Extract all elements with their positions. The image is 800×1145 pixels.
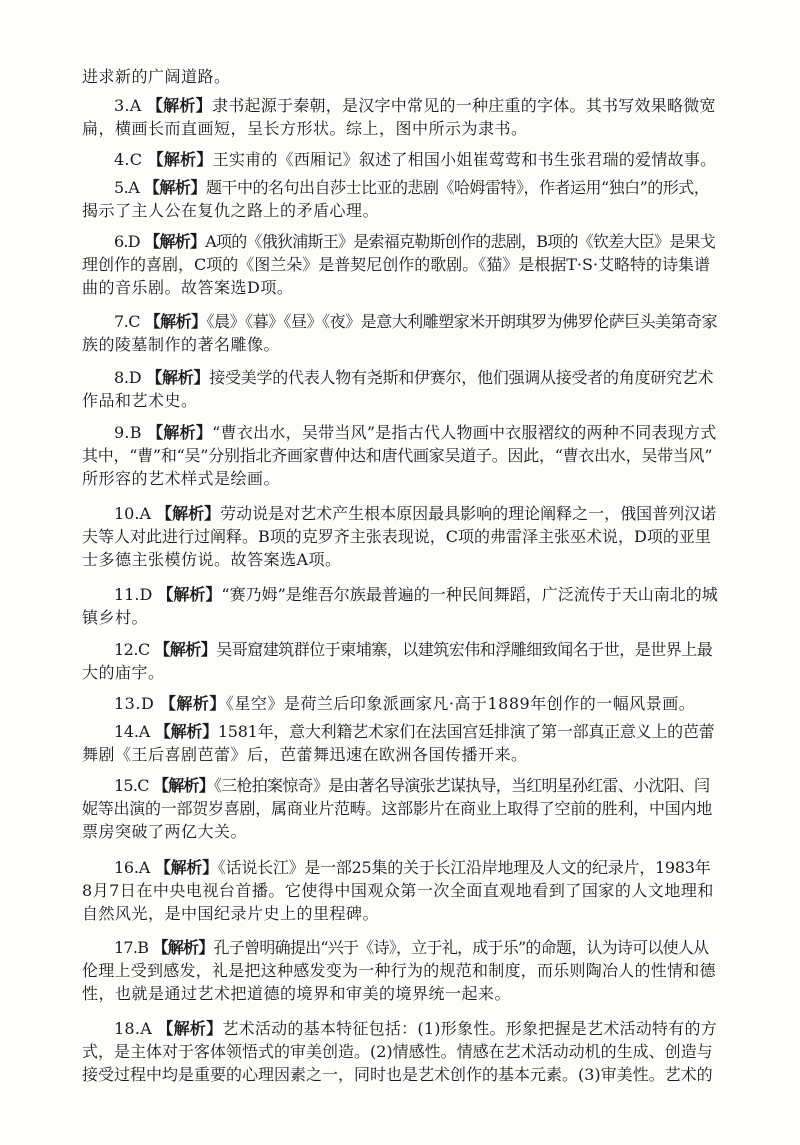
text-line: 孔子曾明确提出“兴于《诗》，立于礼，成于乐”的命题，认为诗可以使人从 bbox=[213, 938, 709, 957]
text-line: 《星空》是荷兰后印象派画家凡·高于1889年创作的一幅风景画。 bbox=[225, 694, 696, 713]
text-line: 妮等出演的一部贺岁喜剧，属商业片范畴。这部影片在商业上取得了空前的胜利，中国内地 bbox=[82, 799, 713, 818]
analysis-tag: 【解析】 bbox=[146, 368, 210, 387]
answer-item-12 bbox=[82, 638, 718, 684]
answer-number: 13.D bbox=[114, 694, 155, 713]
answer-item-15 bbox=[82, 774, 718, 843]
answer-item-7 bbox=[82, 310, 718, 356]
text-line: 8月7日在中央电视台首播。它使得中国观众第一次全面直观地看到了国家的人文地理和 bbox=[82, 881, 714, 900]
answer-item-5 bbox=[82, 176, 718, 222]
text-line: 自然风光，是中国纪录片史上的里程碑。 bbox=[82, 904, 380, 923]
text-line: 式，是主体对于客体领悟式的审美创造。(2)情感性。情感在艺术活动动机的生成、创造与 bbox=[82, 1042, 713, 1061]
answer-number: 5.A bbox=[114, 178, 140, 197]
answer-number: 12.C bbox=[114, 640, 150, 659]
text-line: 隶书起源于秦朝，是汉字中常见的一种庄重的字体。其书写效果略微宽 bbox=[211, 96, 716, 115]
analysis-tag: 【解析】 bbox=[143, 178, 206, 197]
text-line: 性，也就是通过艺术把道德的境界和审美的境界统一起来。 bbox=[82, 984, 512, 1003]
answer-number: 17.B bbox=[114, 938, 149, 957]
answer-item-13 bbox=[82, 692, 718, 715]
text-line: 《晨》《暮》《昼》《夜》是意大利雕塑家米开朗琪罗为佛罗伦萨巨头美第奇家 bbox=[206, 312, 718, 331]
answer-item-4 bbox=[82, 148, 718, 171]
text-line: 其中，“曹”和“吴”分别指北齐画家曹仲达和唐代画家吴道子。因此，“曹衣出水，吴带当风” bbox=[82, 446, 713, 465]
analysis-tag: 【解析】 bbox=[154, 640, 217, 659]
analysis-tag: 【解析】 bbox=[144, 312, 207, 331]
text-line: 《三枪拍案惊奇》是由著名导演张艺谋执导，当红明星孙红雷、小沈阳、闫 bbox=[214, 776, 710, 795]
answer-number: 9.B bbox=[114, 423, 142, 442]
answer-number: 8.D bbox=[114, 368, 142, 387]
analysis-tag: 【解析】 bbox=[154, 722, 218, 741]
text-line: 揭示了主人公在复仇之路上的矛盾心理。 bbox=[82, 201, 380, 220]
answer-item-16 bbox=[82, 856, 718, 925]
analysis-tag: 【解析】 bbox=[159, 694, 226, 713]
text-line: “赛乃姆”是维吾尔族最普遍的一种民间舞蹈，广泛流传于天山南北的城 bbox=[221, 585, 718, 604]
text-line: 夫等人对此进行过阐释。B项的克罗齐主张表现说，C项的弗雷泽主张巫术说，D项的亚里 bbox=[82, 527, 711, 546]
answer-number: 3.A bbox=[114, 96, 142, 115]
text-line: 扁，横画长而直画短，呈长方形状。综上，图中所示为隶书。 bbox=[82, 119, 528, 138]
text-line: 艺术活动的基本特征包括：(1)形象性。形象把握是艺术活动特有的方 bbox=[222, 1019, 718, 1038]
text-line: 所形容的艺术样式是绘画。 bbox=[82, 469, 281, 488]
analysis-tag: 【解析】 bbox=[144, 232, 206, 251]
text-line: 接受美学的代表人物有尧斯和伊赛尔，他们强调从接受者的角度研究艺术 bbox=[209, 368, 714, 387]
answer-item-6 bbox=[82, 230, 718, 299]
answer-number: 4.C bbox=[114, 150, 143, 169]
analysis-tag: 【解析】 bbox=[152, 938, 214, 957]
answer-item-11 bbox=[82, 583, 718, 629]
analysis-tag: 【解析】 bbox=[154, 858, 218, 877]
text-line: 舞剧《王后喜剧芭蕾》后，芭蕾舞迅速在欧洲各国传播开来。 bbox=[82, 745, 528, 764]
text-line: 王实甫的《西厢记》叙述了相国小姐崔莺莺和书生张君瑞的爱情故事。 bbox=[212, 150, 717, 169]
text-line: 士多德主张模仿说。故答案选A项。 bbox=[82, 550, 342, 569]
analysis-tag: 【解析】 bbox=[153, 776, 215, 795]
analysis-tag: 【解析】 bbox=[147, 150, 213, 169]
text-line: “曹衣出水，吴带当风”是指古代人物画中衣服褶纹的两种不同表现方式 bbox=[212, 423, 717, 442]
text-line: 伦理上受到感发，礼是把这种感发变为一种行为的规范和制度，而乐则陶冶人的性情和德 bbox=[82, 961, 716, 980]
answer-item-18 bbox=[82, 1017, 718, 1086]
answer-item-9 bbox=[82, 421, 718, 490]
text-line: 接受过程中均是重要的心理因素之一，同时也是艺术创作的基本元素。(3)审美性。艺术的 bbox=[82, 1065, 713, 1084]
answer-item-10 bbox=[82, 502, 718, 571]
answer-item-8 bbox=[82, 366, 718, 412]
answer-number: 18.A bbox=[114, 1019, 152, 1038]
paragraph-continuation bbox=[82, 65, 718, 88]
analysis-tag: 【解析】 bbox=[156, 504, 221, 523]
answer-number: 10.A bbox=[114, 504, 151, 523]
text-line: A项的《俄狄浦斯王》是索福克勒斯创作的悲剧，B项的《钦差大臣》是果戈 bbox=[205, 232, 716, 251]
text-line: 进求新的广阔道路。 bbox=[82, 67, 231, 86]
answer-item-17 bbox=[82, 936, 718, 1005]
text-line: 大的庙宇。 bbox=[82, 663, 165, 682]
analysis-tag: 【解析】 bbox=[147, 423, 213, 442]
answer-number: 16.A bbox=[114, 858, 150, 877]
answer-number: 6.D bbox=[114, 232, 140, 251]
text-line: 1581年，意大利籍艺术家们在法国宫廷排演了第一部真正意义上的芭蕾 bbox=[217, 722, 715, 741]
text-line: 理创作的喜剧，C项的《图兰朵》是普契尼创作的歌剧。《猫》是根据T·S·艾略特的诗集谱 bbox=[82, 255, 711, 274]
text-line: 吴哥窟建筑群位于柬埔寨，以建筑宏伟和浮雕细致闻名于世，是世界上最 bbox=[216, 640, 713, 659]
answer-number: 7.C bbox=[114, 312, 141, 331]
analysis-tag: 【解析】 bbox=[157, 1019, 223, 1038]
text-line: 镇乡村。 bbox=[82, 608, 149, 627]
answer-item-3 bbox=[82, 94, 718, 140]
text-line: 劳动说是对艺术产生根本原因最具影响的理论阐释之一，俄国普列汉诺 bbox=[220, 504, 717, 523]
text-line: 题干中的名句出自莎士比亚的悲剧《哈姆雷特》，作者运用“独白”的形式， bbox=[205, 178, 710, 197]
analysis-tag: 【解析】 bbox=[157, 585, 222, 604]
answer-number: 14.A bbox=[114, 722, 150, 741]
answer-item-14 bbox=[82, 720, 718, 766]
answer-number: 15.C bbox=[114, 776, 149, 795]
answer-number: 11.D bbox=[114, 585, 153, 604]
text-line: 票房突破了两亿大关。 bbox=[82, 822, 248, 841]
text-line: 《话说长江》是一部25集的关于长江沿岸地理及人文的纪录片，1983年 bbox=[217, 858, 711, 877]
text-line: 作品和艺术史。 bbox=[82, 391, 198, 410]
text-line: 曲的音乐剧。故答案选D项。 bbox=[82, 278, 294, 297]
text-line: 族的陵墓制作的著名雕像。 bbox=[82, 335, 281, 354]
analysis-tag: 【解析】 bbox=[146, 96, 212, 115]
